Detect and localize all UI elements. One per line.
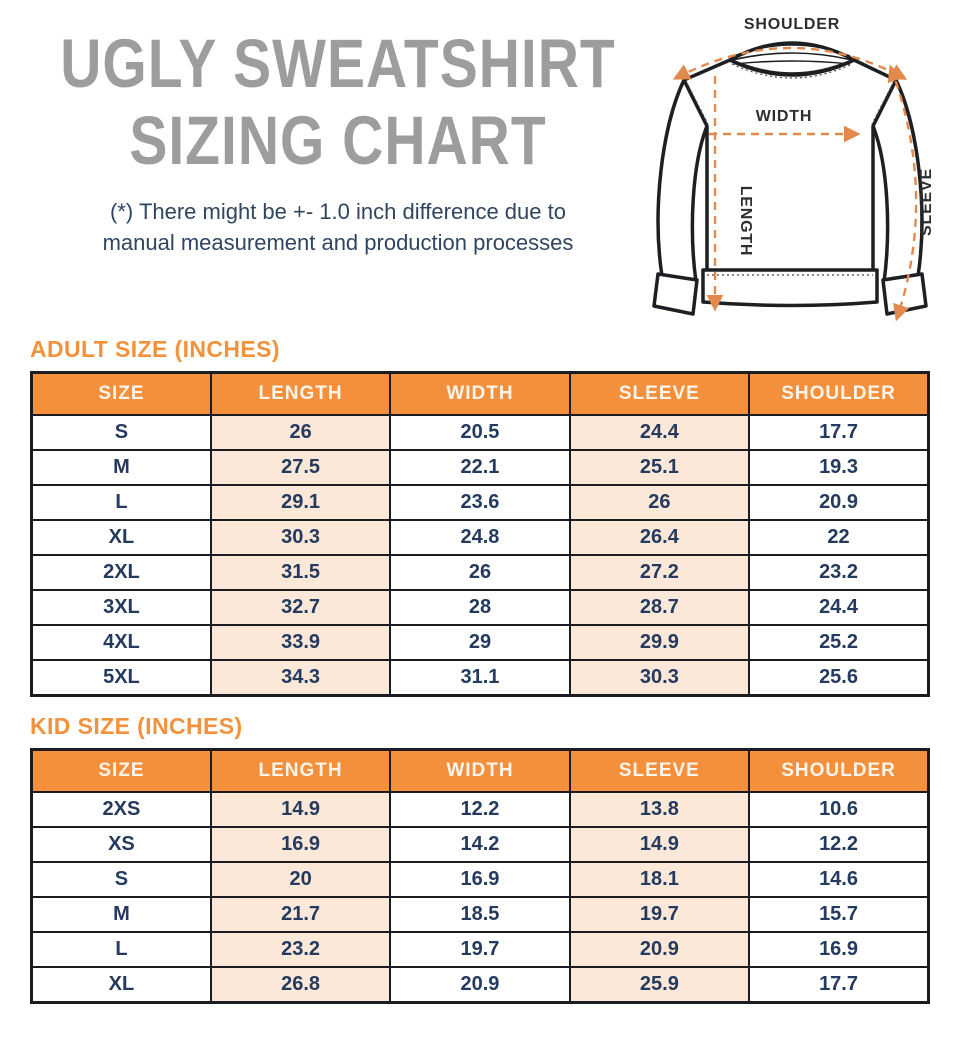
column-header-width: WIDTH: [390, 750, 569, 793]
column-header-shoulder: SHOULDER: [749, 373, 928, 416]
table-row: [32, 660, 929, 696]
hero-section: [0, 0, 960, 336]
measurement-cell: 29.9: [570, 625, 749, 660]
kid-header-row: [32, 750, 929, 793]
measurement-cell: 14.9: [211, 792, 390, 827]
column-header-size: SIZE: [32, 373, 211, 416]
table-row: [32, 555, 929, 590]
measurement-cell: 17.7: [749, 967, 928, 1003]
measurement-cell: 28.7: [570, 590, 749, 625]
measurement-cell: 25.2: [749, 625, 928, 660]
disclaimer-line1: (*) There might be +- 1.0 inch difference due to: [110, 199, 566, 224]
size-cell: 4XL: [32, 625, 211, 660]
measurement-cell: 16.9: [211, 827, 390, 862]
measurement-cell: 23.2: [749, 555, 928, 590]
sweatshirt-diagram-svg: [644, 14, 956, 348]
measurement-cell: 18.1: [570, 862, 749, 897]
measurement-cell: 25.9: [570, 967, 749, 1003]
measurement-cell: 22.1: [390, 450, 569, 485]
kid-size-section: [30, 713, 930, 1004]
column-header-shoulder: SHOULDER: [749, 750, 928, 793]
page-title-line2: SIZING CHART: [129, 102, 547, 180]
table-row: [32, 590, 929, 625]
table-row: [32, 520, 929, 555]
disclaimer-line2: manual measurement and production processes: [102, 230, 574, 256]
measurement-cell: 17.7: [749, 415, 928, 450]
measurement-cell: 29: [390, 625, 569, 660]
table-row: [32, 932, 929, 967]
measurement-cell: 25.1: [570, 450, 749, 485]
size-cell: 2XS: [32, 792, 211, 827]
table-row: [32, 792, 929, 827]
measurement-cell: 26: [211, 415, 390, 450]
size-cell: 3XL: [32, 590, 211, 625]
width-label: WIDTH: [755, 108, 813, 125]
size-cell: 5XL: [32, 660, 211, 696]
measurement-cell: 31.1: [390, 660, 569, 696]
column-header-width: WIDTH: [390, 373, 569, 416]
measurement-cell: 26.8: [211, 967, 390, 1003]
measurement-cell: 16.9: [390, 862, 569, 897]
size-cell: S: [32, 862, 211, 897]
sweatshirt-outline: [654, 43, 926, 314]
measurement-cell: 10.6: [749, 792, 928, 827]
sweatshirt-measurement-diagram: [644, 14, 956, 348]
measurement-cell: 29.1: [211, 485, 390, 520]
column-header-sleeve: SLEEVE: [570, 750, 749, 793]
measurement-cell: 25.6: [749, 660, 928, 696]
adult-size-section: [30, 336, 930, 697]
adult-header-row: [32, 373, 929, 416]
adult-size-table: [30, 371, 930, 697]
size-cell: XL: [32, 520, 211, 555]
hero-text-block: [0, 26, 676, 258]
measurement-cell: 27.2: [570, 555, 749, 590]
measurement-cell: 26: [390, 555, 569, 590]
measurement-cell: 30.3: [211, 520, 390, 555]
measurement-cell: 20.9: [570, 932, 749, 967]
page-title: [0, 26, 676, 180]
length-label: LENGTH: [737, 185, 754, 257]
adult-size-heading: ADULT SIZE (INCHES): [30, 336, 280, 362]
measurement-cell: 13.8: [570, 792, 749, 827]
measurement-cell: 14.9: [570, 827, 749, 862]
measurement-cell: 20.9: [390, 967, 569, 1003]
measurement-cell: 30.3: [570, 660, 749, 696]
measurement-cell: 23.6: [390, 485, 569, 520]
measurement-cell: 28: [390, 590, 569, 625]
size-cell: L: [32, 485, 211, 520]
table-row: [32, 415, 929, 450]
size-cell: S: [32, 415, 211, 450]
measurement-cell: 12.2: [749, 827, 928, 862]
measurement-cell: 26: [570, 485, 749, 520]
column-header-sleeve: SLEEVE: [570, 373, 749, 416]
table-row: [32, 485, 929, 520]
measurement-cell: 14.2: [390, 827, 569, 862]
table-row: [32, 827, 929, 862]
shoulder-label: SHOULDER: [743, 16, 841, 33]
size-cell: M: [32, 450, 211, 485]
measurement-cell: 34.3: [211, 660, 390, 696]
kid-size-heading: KID SIZE (INCHES): [30, 713, 243, 739]
disclaimer-text: [0, 196, 676, 258]
column-header-length: LENGTH: [211, 750, 390, 793]
sleeve-label: SLEEVE: [918, 168, 935, 236]
measurement-cell: 23.2: [211, 932, 390, 967]
measurement-cell: 24.8: [390, 520, 569, 555]
measurement-cell: 19.7: [390, 932, 569, 967]
measurement-cell: 18.5: [390, 897, 569, 932]
measurement-cell: 19.3: [749, 450, 928, 485]
measurement-cell: 27.5: [211, 450, 390, 485]
measurement-cell: 24.4: [749, 590, 928, 625]
measurement-cell: 26.4: [570, 520, 749, 555]
measurement-cell: 21.7: [211, 897, 390, 932]
size-cell: XL: [32, 967, 211, 1003]
measurement-cell: 33.9: [211, 625, 390, 660]
table-row: [32, 450, 929, 485]
measurement-cell: 15.7: [749, 897, 928, 932]
measurement-cell: 22: [749, 520, 928, 555]
measurement-cell: 12.2: [390, 792, 569, 827]
measurement-cell: 20.5: [390, 415, 569, 450]
column-header-length: LENGTH: [211, 373, 390, 416]
measurement-cell: 32.7: [211, 590, 390, 625]
table-row: [32, 862, 929, 897]
measurement-cell: 24.4: [570, 415, 749, 450]
measurement-cell: 16.9: [749, 932, 928, 967]
table-row: [32, 625, 929, 660]
measurement-cell: 20.9: [749, 485, 928, 520]
page-title-line1: UGLY SWEATSHIRT: [60, 26, 616, 103]
size-cell: 2XL: [32, 555, 211, 590]
measurement-cell: 20: [211, 862, 390, 897]
table-row: [32, 897, 929, 932]
table-row: [32, 967, 929, 1003]
kid-size-table: [30, 748, 930, 1004]
column-header-size: SIZE: [32, 750, 211, 793]
size-cell: M: [32, 897, 211, 932]
size-cell: XS: [32, 827, 211, 862]
measurement-cell: 14.6: [749, 862, 928, 897]
measurement-cell: 31.5: [211, 555, 390, 590]
size-cell: L: [32, 932, 211, 967]
measurement-cell: 19.7: [570, 897, 749, 932]
